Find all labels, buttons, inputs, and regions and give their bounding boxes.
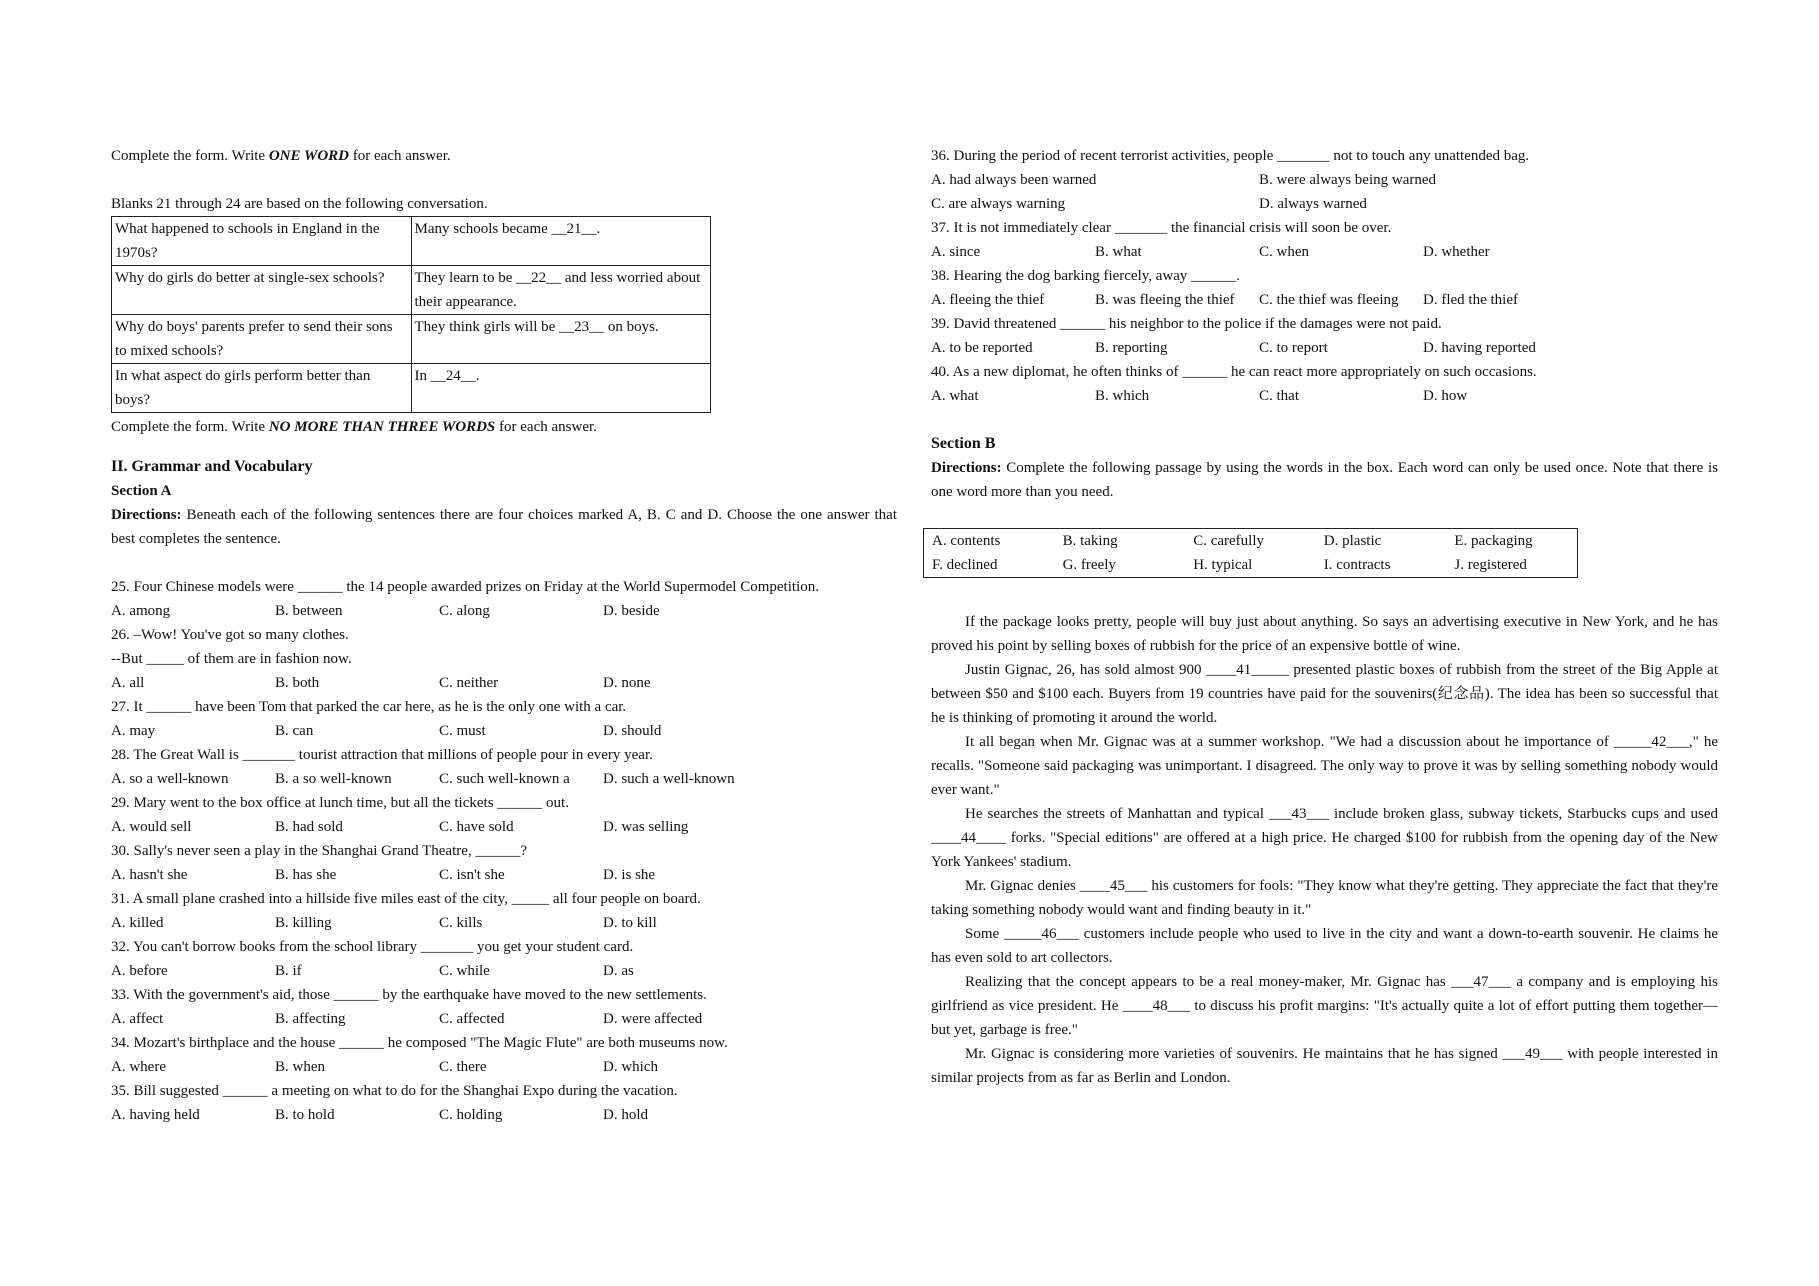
- answer-option: D. should: [603, 723, 662, 739]
- answer-option: C. when: [1259, 244, 1309, 260]
- answer-option: B. were always being warned: [1259, 172, 1437, 188]
- word-option: J. registered: [1454, 557, 1527, 573]
- answer-option: C. that: [1259, 388, 1299, 404]
- form-question: Why do boys' parents prefer to send their sons to mixed schools?: [112, 315, 412, 364]
- answer-option: B. has she: [275, 867, 337, 883]
- section-b-heading: Section B: [931, 435, 996, 452]
- answer-option: D. such a well-known: [603, 771, 735, 787]
- answer-option: D. hold: [603, 1107, 648, 1123]
- question-stem: 25. Four Chinese models were ______ the 14 people awarded prizes on Friday at the World Supermodel Competition.: [111, 579, 819, 595]
- answer-option: B. was fleeing the thief: [1095, 292, 1235, 308]
- question-list-right: [931, 144, 1718, 408]
- passage-paragraph: Mr. Gignac is considering more varieties of souvenirs. He maintains that he has signed ___49___ with people interested in similar projects from as far as Berlin and London.: [931, 1046, 1718, 1086]
- word-row: [924, 553, 1577, 577]
- answer-option: C. such well-known a: [439, 771, 570, 787]
- answer-option: A. where: [111, 1059, 166, 1075]
- answer-option: D. beside: [603, 603, 660, 619]
- answer-option: C. while: [439, 963, 490, 979]
- question-stem: 40. As a new diplomat, he often thinks of ______ he can react more appropriately on such occasions.: [931, 364, 1537, 380]
- answer-option: A. since: [931, 244, 981, 260]
- answer-option: A. fleeing the thief: [931, 292, 1045, 308]
- answer-option: C. kills: [439, 915, 483, 931]
- answer-option: A. among: [111, 603, 171, 619]
- answer-option: B. affecting: [275, 1011, 346, 1027]
- answer-option: D. having reported: [1423, 340, 1536, 356]
- answer-options: [931, 288, 1718, 312]
- form-question: In what aspect do girls perform better than boys?: [112, 364, 412, 413]
- word-option: D. plastic: [1323, 533, 1382, 549]
- word-option: G. freely: [1062, 557, 1116, 573]
- conversation-form-table: [111, 216, 711, 413]
- form-answer: In __24__.: [411, 364, 711, 413]
- question-stem: 35. Bill suggested ______ a meeting on what to do for the Shanghai Expo during the vacation.: [111, 1083, 678, 1099]
- question-stem: 30. Sally's never seen a play in the Shanghai Grand Theatre, ______?: [111, 843, 528, 859]
- word-box: [923, 528, 1578, 578]
- answer-option: D. none: [603, 675, 651, 691]
- answer-option: C. isn't she: [439, 867, 505, 883]
- word-option: H. typical: [1193, 557, 1253, 573]
- answer-option: A. to be reported: [931, 340, 1033, 356]
- answer-option: B. when: [275, 1059, 325, 1075]
- answer-options: [111, 911, 897, 935]
- form-instruction-three-words: Complete the form. Write NO MORE THAN THREE WORDS for each answer.: [111, 419, 597, 435]
- answer-option: C. holding: [439, 1107, 503, 1123]
- answer-option: A. what: [931, 388, 979, 404]
- passage-paragraph: Some _____46___ customers include people who used to live in the city and want a down-to-earth souvenir. He claims he has even sold to art collectors.: [931, 926, 1718, 966]
- answer-option: A. affect: [111, 1011, 164, 1027]
- question-stem: 39. David threatened ______ his neighbor to the police if the damages were not paid.: [931, 316, 1442, 332]
- answer-option: B. a so well-known: [275, 771, 392, 787]
- answer-option: A. before: [111, 963, 168, 979]
- answer-options: [111, 863, 897, 887]
- question-stem: 27. It ______ have been Tom that parked the car here, as he is the only one with a car.: [111, 699, 627, 715]
- question-stem: 38. Hearing the dog barking fiercely, away ______.: [931, 268, 1240, 284]
- answer-options: [111, 599, 897, 623]
- passage-paragraph: He searches the streets of Manhattan and typical ___43___ include broken glass, subway tickets, Starbucks cups and used ____44____ forks. "Special editions" are offered at a high price. He charged $100 for rubbish from the opening day of the New York Yankees' stadium.: [931, 806, 1718, 870]
- word-option: A. contents: [932, 533, 1001, 549]
- answer-option: C. are always warning: [931, 196, 1066, 212]
- answer-option: A. had always been warned: [931, 172, 1097, 188]
- answer-option: C. the thief was fleeing: [1259, 292, 1399, 308]
- answer-options: [111, 1055, 897, 1079]
- section-a-heading: Section A: [111, 483, 172, 499]
- answer-option: A. hasn't she: [111, 867, 188, 883]
- answer-option: A. all: [111, 675, 145, 691]
- form-instruction-one-word: Complete the form. Write ONE WORD for each answer.: [111, 148, 451, 164]
- passage-paragraph: Realizing that the concept appears to be a real money-maker, Mr. Gignac has ___47___ a company and is employing his girlfriend as vice president. He ____48___ to discuss his profit margins: "It's actually quite a lot of effort putting them together—but yet, garbage is free.": [931, 974, 1718, 1038]
- answer-option: A. may: [111, 723, 156, 739]
- table-row: [112, 217, 711, 266]
- answer-option: C. have sold: [439, 819, 514, 835]
- answer-options: [931, 384, 1718, 408]
- passage-paragraph: Mr. Gignac denies ____45___ his customers for fools: "They know what they're getting. They appreciate the fact that they're taking something nobody would want and finding beauty in it.": [931, 878, 1718, 918]
- left-column: [111, 144, 897, 1127]
- answer-option: C. there: [439, 1059, 487, 1075]
- answer-options: [111, 671, 897, 695]
- question-list-left: [111, 575, 897, 1127]
- answer-options: [931, 336, 1718, 360]
- question-stem: 31. A small plane crashed into a hillside five miles east of the city, _____ all four people on board.: [111, 891, 701, 907]
- passage: [931, 610, 1718, 1090]
- word-option: I. contracts: [1323, 557, 1391, 573]
- question-stem: 32. You can't borrow books from the school library _______ you get your student card.: [111, 939, 634, 955]
- answer-option: B. reporting: [1095, 340, 1168, 356]
- answer-option: C. to report: [1259, 340, 1328, 356]
- answer-option: D. how: [1423, 388, 1468, 404]
- question-stem: 37. It is not immediately clear _______ the financial crisis will soon be over.: [931, 220, 1392, 236]
- answer-option: C. must: [439, 723, 486, 739]
- answer-option: D. were affected: [603, 1011, 703, 1027]
- answer-options: [931, 192, 1718, 216]
- answer-option: B. which: [1095, 388, 1150, 404]
- table-row: [112, 266, 711, 315]
- form-question: What happened to schools in England in the 1970s?: [112, 217, 412, 266]
- answer-option: B. both: [275, 675, 320, 691]
- answer-options: [111, 815, 897, 839]
- answer-options: [111, 1007, 897, 1031]
- blanks-note: Blanks 21 through 24 are based on the following conversation.: [111, 196, 488, 212]
- form-question: Why do girls do better at single-sex schools?: [112, 266, 412, 315]
- answer-option: A. killed: [111, 915, 164, 931]
- answer-option: A. would sell: [111, 819, 192, 835]
- answer-option: A. so a well-known: [111, 771, 229, 787]
- section-heading-grammar: II. Grammar and Vocabulary: [111, 458, 313, 475]
- table-row: [112, 315, 711, 364]
- question-stem: 28. The Great Wall is _______ tourist attraction that millions of people pour in every year.: [111, 747, 653, 763]
- answer-options: [111, 959, 897, 983]
- answer-option: B. had sold: [275, 819, 343, 835]
- passage-paragraph: It all began when Mr. Gignac was at a summer workshop. "We had a discussion about he importance of _____42___," he recalls. "Someone said packaging was unimportant. I disagreed. The only way to prove it was by selling something nobody would ever want.": [931, 734, 1718, 798]
- answer-options: [931, 240, 1718, 264]
- answer-option: D. as: [603, 963, 634, 979]
- answer-options: [111, 719, 897, 743]
- word-option: C. carefully: [1193, 533, 1264, 549]
- answer-option: D. to kill: [603, 915, 657, 931]
- answer-options: [931, 168, 1718, 192]
- answer-option: B. to hold: [275, 1107, 335, 1123]
- answer-option: D. fled the thief: [1423, 292, 1518, 308]
- question-stem: 34. Mozart's birthplace and the house ______ he composed "The Magic Flute" are both museums now.: [111, 1035, 728, 1051]
- answer-options: [111, 1103, 897, 1127]
- question-stem: 26. –Wow! You've got so many clothes.: [111, 627, 349, 643]
- answer-option: C. along: [439, 603, 490, 619]
- passage-paragraph: Justin Gignac, 26, has sold almost 900 ____41_____ presented plastic boxes of rubbish from the street of the Big Apple at between $50 and $100 each. Buyers from 19 countries have paid for the souvenirs(纪念品). The idea has been so successful that he is thinking of promoting it around the world.: [931, 662, 1718, 726]
- answer-option: C. affected: [439, 1011, 505, 1027]
- answer-options: [111, 767, 897, 791]
- answer-option: A. having held: [111, 1107, 200, 1123]
- answer-option: D. was selling: [603, 819, 689, 835]
- answer-option: B. killing: [275, 915, 332, 931]
- question-stem: 33. With the government's aid, those ______ by the earthquake have moved to the new settlements.: [111, 987, 707, 1003]
- form-answer: They think girls will be __23__ on boys.: [411, 315, 711, 364]
- question-stem-line: --But _____ of them are in fashion now.: [111, 651, 352, 667]
- passage-paragraph: If the package looks pretty, people will buy just about anything. So says an advertising executive in New York, and he has proved his point by selling boxes of rubbish for the price of an expensive bottle of wine.: [931, 614, 1718, 654]
- answer-option: D. is she: [603, 867, 656, 883]
- section-b-directions: Directions: Complete the following passage by using the words in the box. Each word can only be used once. Note that there is one word more than you need.: [931, 460, 1718, 500]
- answer-option: D. which: [603, 1059, 658, 1075]
- answer-option: B. can: [275, 723, 314, 739]
- answer-option: B. between: [275, 603, 343, 619]
- question-stem: 36. During the period of recent terrorist activities, people _______ not to touch any unattended bag.: [931, 148, 1530, 164]
- section-a-directions: Directions: Beneath each of the following sentences there are four choices marked A, B. C and D. Choose the one answer that best completes the sentence.: [111, 507, 897, 547]
- answer-option: D. whether: [1423, 244, 1490, 260]
- answer-option: B. what: [1095, 244, 1142, 260]
- answer-option: B. if: [275, 963, 302, 979]
- form-answer: Many schools became __21__.: [411, 217, 711, 266]
- word-row: [924, 529, 1577, 553]
- answer-option: C. neither: [439, 675, 499, 691]
- answer-option: D. always warned: [1259, 196, 1367, 212]
- word-option: E. packaging: [1454, 533, 1533, 549]
- word-option: B. taking: [1062, 533, 1118, 549]
- right-column: [931, 144, 1718, 1090]
- word-option: F. declined: [932, 557, 998, 573]
- form-answer: They learn to be __22__ and less worried about their appearance.: [411, 266, 711, 315]
- question-stem: 29. Mary went to the box office at lunch time, but all the tickets ______ out.: [111, 795, 569, 811]
- table-row: [112, 364, 711, 413]
